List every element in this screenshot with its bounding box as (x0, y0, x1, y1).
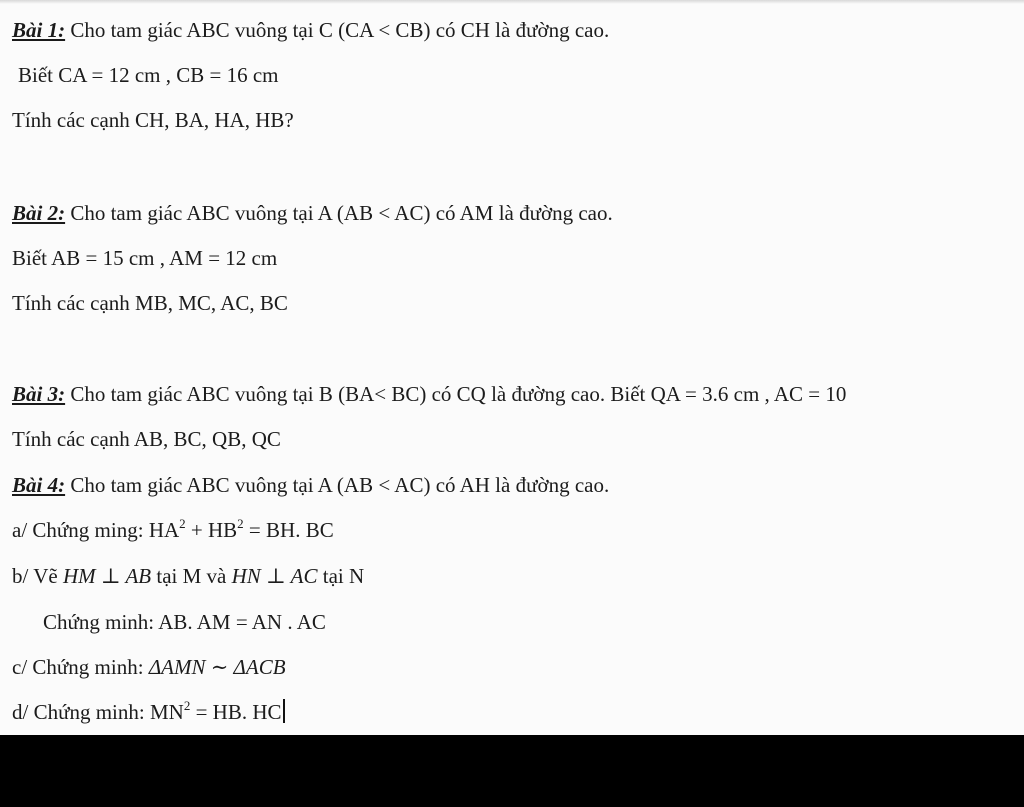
bai4-a-exp2: 2 (237, 516, 244, 531)
bai3-label: Bài 3: (12, 382, 66, 406)
bai4-text: Cho tam giác ABC vuông tại A (AB < AC) có AH là đường cao. (65, 473, 610, 497)
bai4-a-term2: + HB (185, 518, 238, 542)
bai4-d-exp1: 2 (183, 698, 191, 713)
bai4-statement (12, 472, 609, 498)
bai4-b-proof: Chứng minh: AB. AM = AN . AC (43, 610, 326, 634)
bai3-text: Cho tam giác ABC vuông tại B (BA< BC) có CQ là đường cao. Biết QA = 3.6 cm , AC = 10 (65, 382, 847, 406)
bai4-b-suffix: tại N (317, 564, 365, 588)
bai4-part-a (12, 517, 334, 543)
bai4-a-term3: = BH. BC (243, 518, 334, 542)
bai4-d-term1: MN (149, 700, 184, 724)
bai4-c-prefix: c/ Chứng minh: (12, 655, 149, 679)
bai1-given: Biết CA = 12 cm , CB = 16 cm (18, 63, 279, 87)
top-edge (0, 0, 1024, 4)
text-cursor (283, 699, 285, 723)
bai1-label: Bài 1: (12, 18, 66, 42)
bai1-statement (12, 17, 609, 43)
bottom-black-bar (0, 735, 1024, 807)
bai4-a-term1: HA (148, 518, 180, 542)
bai4-b-perp1: HM ⊥ AB (62, 564, 152, 588)
bai1-text: Cho tam giác ABC vuông tại C (CA < CB) có CH là đường cao. (65, 18, 610, 42)
bai4-part-c (12, 654, 286, 680)
bai2-statement (12, 200, 613, 226)
bai4-part-d (12, 699, 285, 725)
bai4-b-perp2: HN ⊥ AC (231, 564, 318, 588)
bai4-b-mid: tại M và (151, 564, 232, 588)
bai3-statement (12, 381, 846, 407)
bai4-c-similar: ΔAMN ∼ ΔACB (148, 655, 286, 679)
bai4-label: Bài 4: (12, 473, 66, 497)
bai2-text: Cho tam giác ABC vuông tại A (AB < AC) có AM là đường cao. (65, 201, 613, 225)
bai2-given: Biết AB = 15 cm , AM = 12 cm (12, 246, 278, 270)
bai4-a-prefix: a/ Chứng ming: (12, 518, 149, 542)
bai4-d-term2: = HB. HC (190, 700, 282, 724)
bai2-label: Bài 2: (12, 201, 66, 225)
bai4-part-b (12, 563, 364, 589)
bai3-question: Tính các cạnh AB, BC, QB, QC (12, 427, 281, 451)
bai2-question: Tính các cạnh MB, MC, AC, BC (12, 291, 288, 315)
bai4-b-prefix: b/ Vẽ (12, 564, 63, 588)
bai4-d-prefix: d/ Chứng minh: (12, 700, 150, 724)
bai1-question: Tính các cạnh CH, BA, HA, HB? (12, 108, 294, 132)
bai4-a-exp1: 2 (179, 516, 186, 531)
